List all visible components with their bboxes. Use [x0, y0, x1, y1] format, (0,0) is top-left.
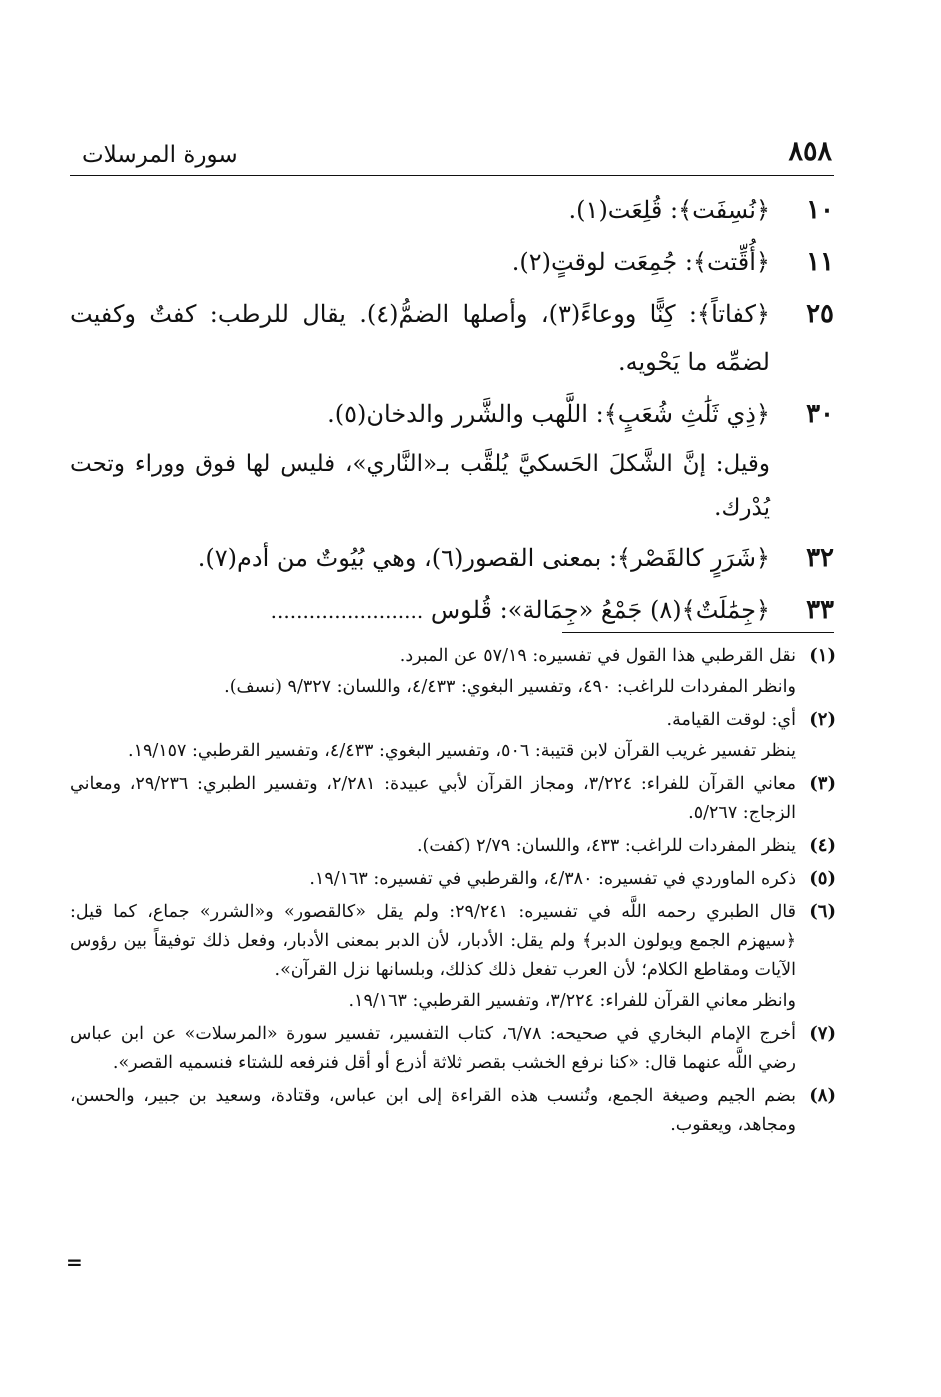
footnote-note: وانظر المفردات للراغب: ٤٩٠، وتفسير البغوي: ٤/٤٣٣، واللسان: ٩/٣٢٧ (نسف).: [224, 677, 796, 697]
footnote: [70, 770, 836, 828]
footnote: [70, 642, 836, 702]
footnote: [70, 1082, 836, 1140]
footnote-number: (١): [809, 645, 836, 666]
entry-text: ﴿شَرَرٍ كالقَصْر﴾: بمعنى القصور(٦)، وهي بُيُوتٌ من أدم(٧).: [197, 544, 770, 572]
page-header: [70, 128, 834, 172]
verse-number: ٣٣: [806, 595, 834, 625]
entry-row: [70, 186, 836, 234]
entry-text: [70, 586, 770, 635]
footnotes: [70, 642, 836, 1144]
footnote-text: أي: لوقت القيامة.: [666, 710, 796, 730]
footnote-text: معاني القرآن للفراء: ٣/٢٢٤، ومجاز القرآن لأبي عبيدة: ٢/٢٨١، وتفسير الطبري: ٢٩/٢٣٦، ومعاني الزجاج: ٥/٢٦٧.: [70, 774, 796, 823]
footnote-text: ذكره الماوردي في تفسيره: ٤/٣٨٠، والقرطبي في تفسيره: ١٩/١٦٣.: [309, 869, 796, 889]
entry-text-content: ﴿جِمَٰلَتٌ﴾(٨) جَمْعُ «جِمَالة»: قُلوس: [430, 596, 770, 624]
footnote-text: بضم الجيم وصيغة الجمع، وتُنسب هذه القراءة إلى ابن عباس، وقتادة، وسعيد بن جبير، والحسن، ومجاهد، ويعقوب.: [70, 1086, 796, 1135]
verse-number: ١٠: [806, 195, 834, 225]
verse-number: ٢٥: [806, 299, 834, 329]
entry-row: [70, 586, 836, 635]
surah-title: سورة المرسلات: [82, 142, 238, 168]
continuation-dots: ........................: [270, 599, 424, 623]
entry-row: [70, 290, 836, 386]
footnote-number: (٧): [809, 1023, 836, 1044]
entry-row: [70, 238, 836, 286]
entry-row: [70, 390, 836, 530]
footnote-note: وانظر معاني القرآن للفراء: ٣/٢٢٤، وتفسير القرطبي: ١٩/١٦٣.: [348, 991, 796, 1011]
verse-number: ٣٠: [806, 399, 834, 429]
continuation-mark: =: [66, 1250, 83, 1274]
entry-text: ﴿كفاتاً﴾: كِنًّا ووعاءً(٣)، وأصلها الضمُّ(٤). يقال للرطب: كفتٌ وكفيت لضمِّه ما يَحْويه.: [70, 300, 770, 376]
entry-text: ﴿نُسِفَت﴾: قُلِعَت(١).: [568, 196, 770, 224]
footnote: [70, 1020, 836, 1078]
verse-number: ٣٢: [806, 543, 834, 573]
footnote: [70, 898, 836, 1016]
footnote: [70, 865, 836, 894]
footnote-text: قال الطبري رحمه اللَّه في تفسيره: ٢٩/٢٤١: ولم يقل «كالقصور» و«الشرر» جماع، كما قيل: ﴿سيهزم الجمع ويولون الدبر﴾ ولم يقل: الأدبار، لأن الدبر بمعنى الأدبار، وفعل ذلك توفيقاً بين رؤوس الآيات ومقاطع الكلام؛ لأن العرب تفعل ذلك كذلك، وبلسانها نزل القرآن».: [70, 902, 796, 980]
footnote-separator: [562, 632, 834, 633]
footnote-number: (٣): [809, 773, 836, 794]
footnote: [70, 832, 836, 861]
entry-row: [70, 534, 836, 582]
footnote-text: ينظر المفردات للراغب: ٤٣٣، واللسان: ٢/٧٩ (كفت).: [416, 836, 796, 856]
footnote: [70, 706, 836, 766]
footnote-note: ينظر تفسير غريب القرآن لابن قتيبة: ٥٠٦، وتفسير البغوي: ٤/٤٣٣، وتفسير القرطبي: ١٩/١٥٧.: [127, 741, 796, 761]
verse-number: ١١: [806, 247, 834, 277]
footnote-number: (٥): [809, 868, 836, 889]
glossary-entries: [70, 186, 836, 639]
footnote-text: أخرج الإمام البخاري في صحيحه: ٦/٧٨، كتاب التفسير، تفسير سورة «المرسلات» عن ابن عباس رضي اللَّه عنهما قال: «كنا نرفع الخشب بقصر ثلاثة أذرع أو أقل فنرفعه للشتاء فنسميه القصر».: [70, 1024, 797, 1073]
footnote-number: (٤): [809, 835, 836, 856]
entry-text: ﴿ذِي ثَلَٰثِ شُعَبٍ﴾: اللَّهب والشَّرر والدخان(٥).: [327, 400, 770, 428]
footnote-number: (٦): [809, 901, 836, 922]
entry-note: وقيل: إنَّ الشَّكلَ الحَسكيَّ يُلقَّب بـ«النَّاري»، فليس لها فوق ووراء وتحت يُدْرك.: [70, 451, 770, 521]
page-number: ٨٥٨: [788, 136, 832, 167]
footnote-number: (٢): [809, 709, 836, 730]
footnote-number: (٨): [809, 1085, 836, 1106]
footnote-text: نقل القرطبي هذا القول في تفسيره: ٥٧/١٩ عن المبرد.: [399, 646, 796, 666]
entry-text: ﴿أُقِّتت﴾: جُمِعَت لوقتٍ(٢).: [511, 248, 770, 276]
header-rule: [70, 175, 834, 176]
